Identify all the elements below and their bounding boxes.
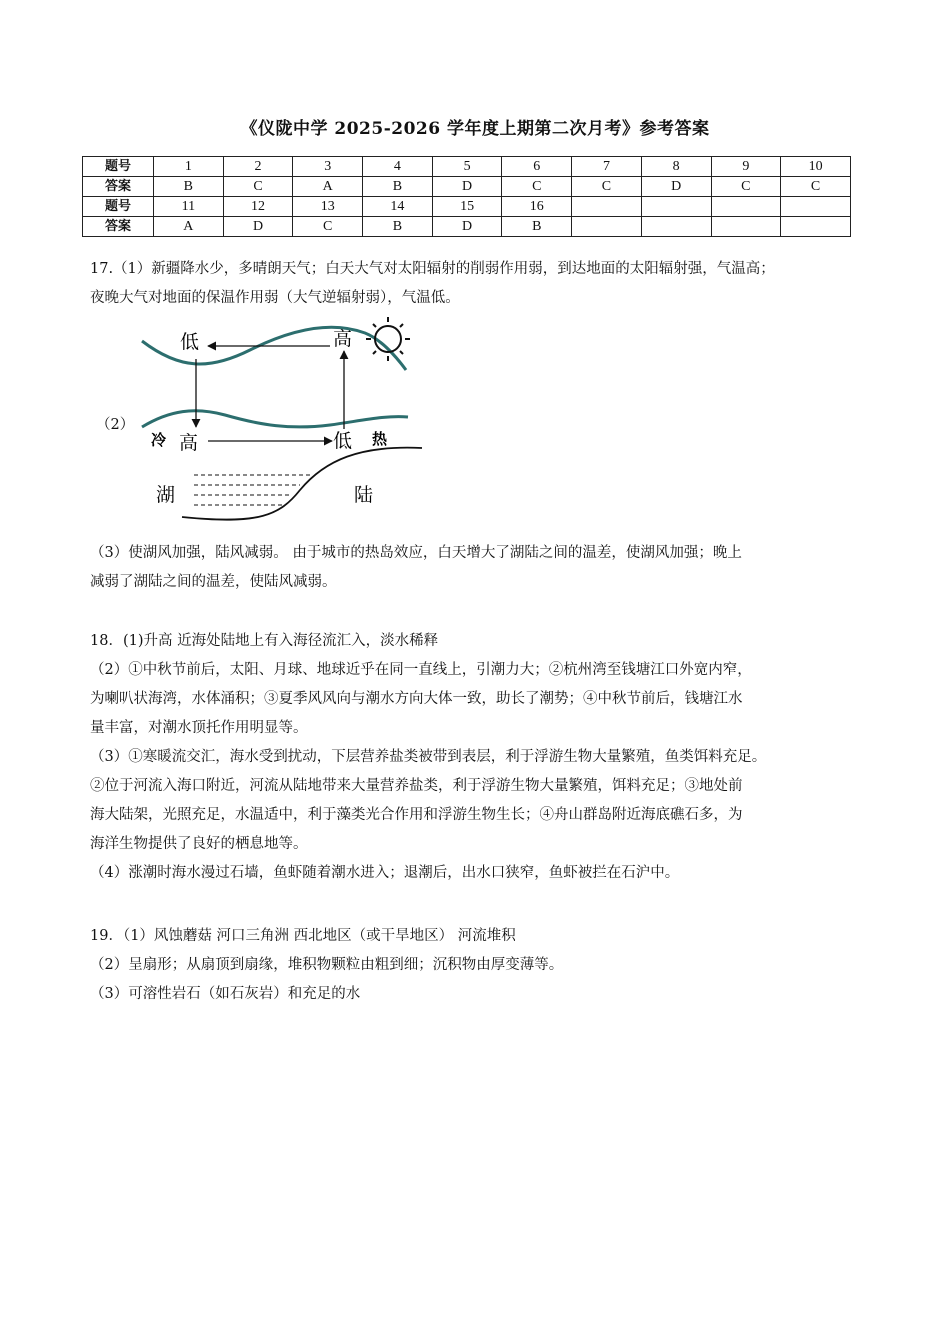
table-cell: D — [223, 217, 293, 237]
table-cell: D — [432, 217, 502, 237]
table-row-numbers-2 — [83, 197, 851, 217]
bottom-low-label: 低 — [333, 430, 353, 452]
top-low-label: 低 — [180, 331, 200, 353]
table-cell: C — [711, 177, 781, 197]
top-high-label: 高 — [333, 328, 353, 350]
header-cell: 题号 — [83, 157, 154, 177]
ground-profile — [182, 448, 422, 520]
sun-icon — [366, 317, 410, 361]
q17-part3 — [90, 539, 880, 597]
table-row-numbers-1 — [83, 157, 851, 177]
table-cell — [641, 197, 711, 217]
table-cell: 4 — [363, 157, 433, 177]
text-line: （3）可溶性岩石（如石灰岩）和充足的水 — [90, 986, 361, 1002]
table-cell: 6 — [502, 157, 572, 177]
table-cell: 3 — [293, 157, 363, 177]
text-line: 海洋生物提供了良好的栖息地等。 — [90, 836, 308, 852]
table-cell: B — [363, 217, 433, 237]
table-cell: C — [293, 217, 363, 237]
table-cell — [572, 197, 642, 217]
q17-part2-label: （2） — [96, 417, 135, 433]
text-line: 海大陆架，光照充足，水温适中，利于藻类光合作用和浮游生物生长；④舟山群岛附近海底礁石多，为 — [90, 807, 743, 823]
table-cell — [711, 217, 781, 237]
text-line: 量丰富，对潮水顶托作用明显等。 — [90, 720, 308, 736]
table-cell: 13 — [293, 197, 363, 217]
table-cell — [572, 217, 642, 237]
text-line: 减弱了湖陆之间的温差，使陆风减弱。 — [90, 574, 337, 590]
table-cell: B — [363, 177, 433, 197]
table-cell: A — [154, 217, 224, 237]
header-cell: 题号 — [83, 197, 154, 217]
hot-label: 热 — [372, 430, 388, 448]
table-cell: A — [293, 177, 363, 197]
header-cell: 答案 — [83, 177, 154, 197]
table-cell: C — [781, 177, 851, 197]
page-title: 《仪陇中学 2025-2026 学年度上期第二次月考》参考答案 — [240, 119, 710, 139]
text-line: 18．(1)升高 近海处陆地上有入海径流汇入，淡水稀释 — [90, 633, 439, 649]
table-cell: 10 — [781, 157, 851, 177]
table-cell: C — [572, 177, 642, 197]
table-row-answers-1 — [83, 177, 851, 197]
table-cell: D — [432, 177, 502, 197]
table-cell: 7 — [572, 157, 642, 177]
text-line: （2）①中秋节前后，太阳、月球、地球近乎在同一直线上，引潮力大；②杭州湾至钱塘江口外宽内窄， — [90, 662, 752, 678]
q17-part1 — [90, 255, 880, 313]
table-cell: 5 — [432, 157, 502, 177]
text-line: ②位于河流入海口附近，河流从陆地带来大量营养盐类，利于浮游生物大量繁殖，饵料充足；③地处前 — [90, 778, 743, 794]
answer-table — [82, 156, 851, 237]
land-label: 陆 — [354, 484, 374, 506]
table-cell: 1 — [154, 157, 224, 177]
cold-label: 冷 — [151, 431, 167, 449]
table-cell: 14 — [363, 197, 433, 217]
table-cell: 15 — [432, 197, 502, 217]
q19 — [90, 922, 880, 1009]
text-line: （4）涨潮时海水漫过石墙，鱼虾随着潮水进入；退潮后，出水口狭窄，鱼虾被拦在石沪中。 — [90, 865, 680, 881]
text-line: 为喇叭状海湾，水体涌积；③夏季风风向与潮水方向大体一致，助长了潮势；④中秋节前后，钱塘江水 — [90, 691, 743, 707]
text-line: （3）使湖风加强，陆风减弱。 由于城市的热岛效应，白天增大了湖陆之间的温差，使湖风加强；晚上 — [90, 545, 742, 561]
table-cell: 8 — [641, 157, 711, 177]
table-row-answers-2 — [83, 217, 851, 237]
table-cell: 9 — [711, 157, 781, 177]
table-cell: C — [502, 177, 572, 197]
text-line: 17.（1）新疆降水少，多晴朗天气；白天大气对太阳辐射的削弱作用弱，到达地面的太阳辐射强，气温高； — [90, 261, 775, 277]
text-line: （3）①寒暖流交汇，海水受到扰动，下层营养盐类被带到表层，利于浮游生物大量繁殖，鱼类饵料充足。 — [90, 749, 767, 765]
bottom-high-label: 高 — [179, 432, 199, 454]
table-cell: D — [641, 177, 711, 197]
text-line: （2）呈扇形；从扇顶到扇缘，堆积物颗粒由粗到细；沉积物由厚变薄等。 — [90, 957, 564, 973]
table-cell: 2 — [223, 157, 293, 177]
text-line: 夜晚大气对地面的保温作用弱（大气逆辐射弱），气温低。 — [90, 290, 460, 306]
lake-label: 湖 — [156, 484, 176, 506]
table-cell: 12 — [223, 197, 293, 217]
table-cell: 11 — [154, 197, 224, 217]
table-cell — [641, 217, 711, 237]
q18 — [90, 627, 880, 888]
circulation-diagram — [140, 315, 430, 525]
table-cell — [781, 197, 851, 217]
header-cell: 答案 — [83, 217, 154, 237]
table-cell: 16 — [502, 197, 572, 217]
text-line: 19．（1）风蚀蘑菇 河口三角洲 西北地区（或干旱地区） 河流堆积 — [90, 928, 516, 944]
lake-water-lines — [194, 475, 310, 505]
table-cell — [711, 197, 781, 217]
table-cell — [781, 217, 851, 237]
lower-isobar — [142, 411, 408, 427]
table-cell: C — [223, 177, 293, 197]
table-cell: B — [154, 177, 224, 197]
table-cell: B — [502, 217, 572, 237]
